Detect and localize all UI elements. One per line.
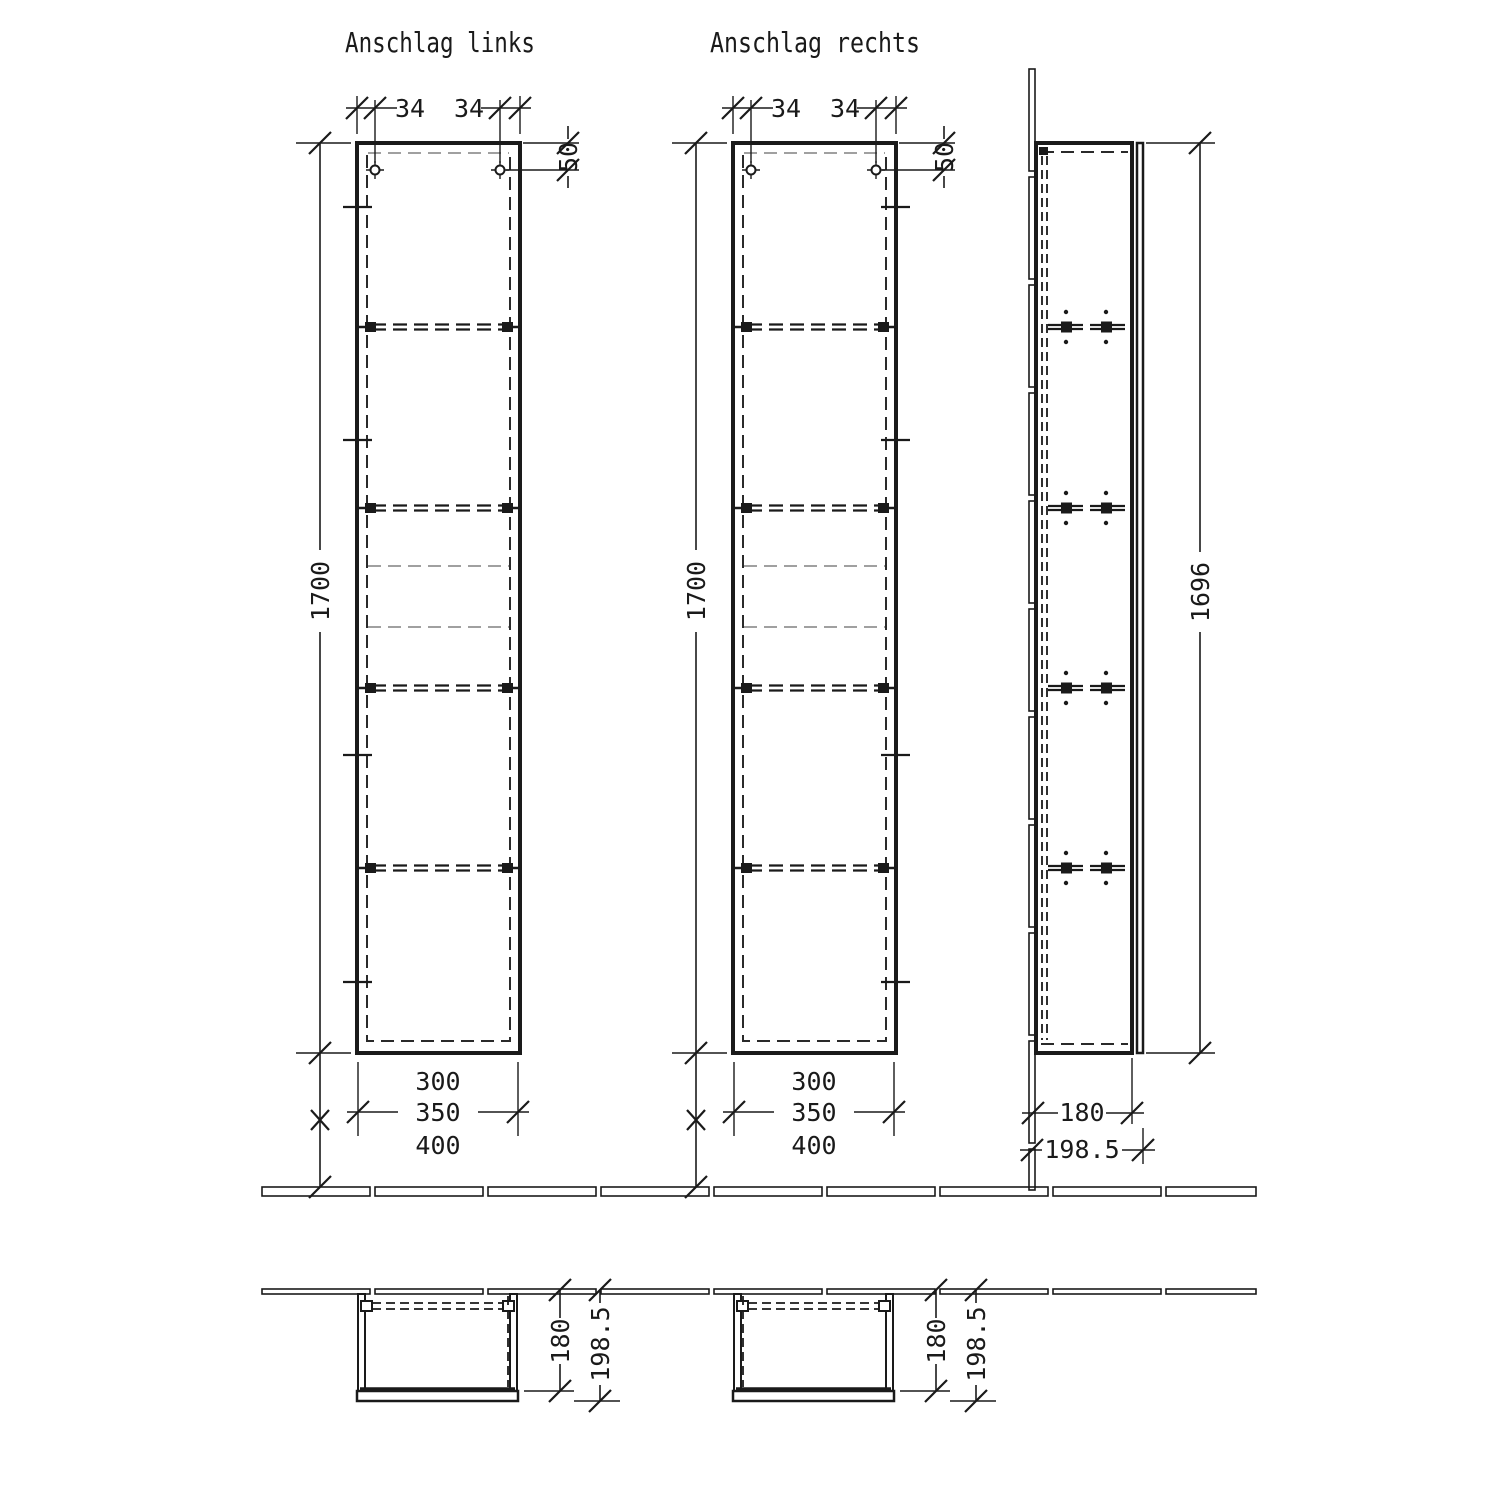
shelf-side [1048, 851, 1128, 885]
front-view-left [296, 94, 583, 1198]
floor-line [262, 1187, 1256, 1196]
dim-180-side: 180 [1059, 1098, 1105, 1127]
cabinet-body-side [1036, 143, 1132, 1053]
door-side [1137, 143, 1143, 1053]
dim-depth-body [1022, 1058, 1144, 1127]
title-anschlag-links: Anschlag links [345, 26, 535, 59]
front-view-right [672, 94, 959, 1198]
rail-clip [1039, 147, 1048, 155]
dim-198.5-side: 198.5 [1044, 1135, 1120, 1164]
title-anschlag-rechts: Anschlag rechts [710, 26, 920, 59]
dim-depth-total [1020, 1128, 1155, 1164]
plan-view-right [733, 1279, 996, 1412]
side-view [1020, 69, 1215, 1190]
dim-height-1696 [1146, 132, 1215, 1064]
wall-line-plan [262, 1289, 1256, 1294]
shelf-side [1048, 310, 1128, 344]
shelf-side [1048, 671, 1128, 705]
shelf-side [1048, 491, 1128, 525]
dim-1696: 1696 [1186, 561, 1215, 623]
plan-view-left [357, 1279, 620, 1412]
